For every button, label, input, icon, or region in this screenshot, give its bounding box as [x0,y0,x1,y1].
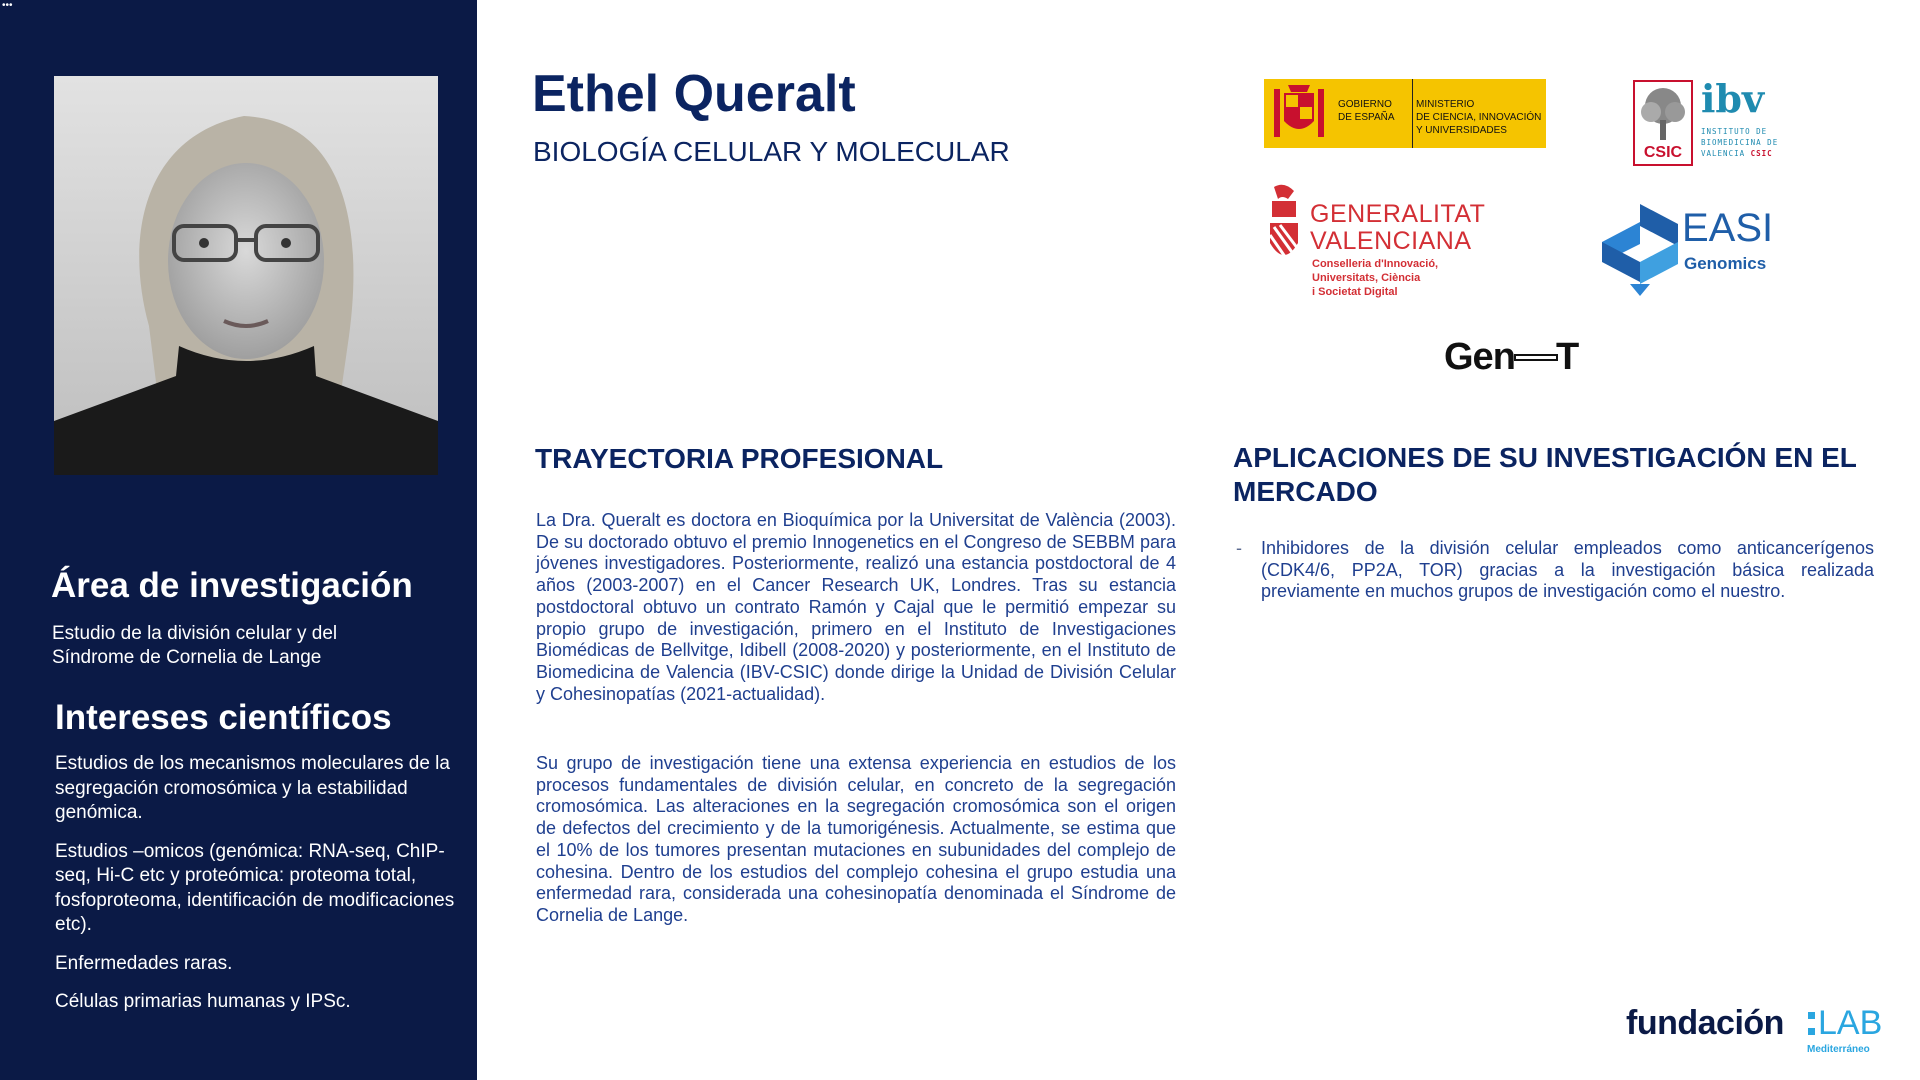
gobierno-ministerio-logo [1264,79,1546,148]
ibv-line: BIOMEDICINA DE [1701,138,1779,147]
research-area-title: Área de investigación [51,566,413,605]
mediterraneo-label: Mediterráneo [1807,1044,1870,1055]
lab-dot-icon [1808,1028,1815,1035]
gent-bar-icon [1514,354,1558,361]
interests-title: Intereses científicos [55,698,392,737]
interests-list [55,752,465,1029]
easi-genomics-logo [1600,202,1780,298]
career-paragraph: Su grupo de investigación tiene una extensa experiencia en estudios de los procesos fundamentales de división celular, en concreto de la segregación cromosómica. Las alteraciones en la segregación cromosómica son el origen de defectos del crecimiento y de la tumorigénesis. Actualmente, se estima que el 10% de los tumores presentan mutaciones en subunidades del complejo de cohesina. Dentro de los estudios del complejo cohesina el grupo estudia una enfermedad rara, considerada una cohesinopatía denominada el Síndrome de Cornelia de Lange. [536,753,1176,925]
profile-photo [54,76,438,475]
list-item: Células primarias humanas y IPSc. [55,991,351,1012]
easi-cube-icon [1600,202,1682,298]
csic-tree-icon [1633,80,1693,166]
easi-label: EASI [1682,206,1774,250]
sidebar [0,0,477,1080]
gobierno-line: DE ESPAÑA [1338,112,1395,123]
lab-label: LAB [1818,1004,1883,1042]
csic-ibv-logo [1633,76,1783,166]
corner-dots-icon: ••• [2,0,13,11]
ministerio-line: MINISTERIO [1416,99,1475,110]
lab-dot-icon [1808,1012,1815,1019]
research-area-text: Estudio de la división celular y del Síndrome de Cornelia de Lange [52,623,338,668]
applications-title: APLICACIONES DE SU INVESTIGACIÓN EN EL MERCADO [1233,442,1857,507]
gva-sub-line: i Societat Digital [1312,286,1398,298]
csic-label: CSIC [1643,144,1683,161]
gva-sub-line: Universitats, Ciència [1312,272,1421,284]
coat-of-arms-icon [1264,79,1334,148]
application-text: Inhibidores de la división celular empleados como anticancerígenos (CDK4/6, PP2A, TOR) gracias a la investigación básica realizada previamente en muchos grupos de investigación como el nuestro. [1261,538,1874,602]
ministerio-line: DE CIENCIA, INNOVACIÓN [1416,112,1542,123]
research-field: BIOLOGÍA CELULAR Y MOLECULAR [533,136,1010,167]
ibv-label: ibv [1701,76,1765,121]
list-item [1236,538,1874,603]
generalitat-valenciana-logo [1266,183,1486,303]
gva-sub-line: Conselleria d'Innovació, [1312,258,1439,270]
ibv-line: VALENCIA [1701,149,1746,158]
gva-line: VALENCIANA [1310,227,1472,255]
fundacion-label: fundación [1626,1004,1784,1042]
fundacion-lab-logo [1626,1004,1892,1060]
career-paragraph: La Dra. Queralt es doctora en Bioquímica por la Universitat de València (2003). De su doctorado obtuvo el premio Innogenetics en el Congreso de SEBBM para jóvenes investigadores. Posteriormente, realizó una estancia postdoctoral de 4 años (2003-2007) en el Cancer Research UK, Londres. Tras su estancia postdoctoral obtuvo un contrato Ramón y Cajal que le permitió empezar su propio grupo de investigación, primero en el Instituto de Investigaciones Biomédicas de Bellvitge, Idibell (2008-2020) y posteriormente, en el Instituto de Biomedicina de Valencia (IBV-CSIC) donde dirige la Unidad de División Celular y Cohesinopatías (2021-actualidad). [536,510,1176,704]
career-title: TRAYECTORIA PROFESIONAL [535,443,944,474]
list-item: Estudios –omicos (genómica: RNA-seq, ChIP-seq, Hi-C etc y proteómica: proteoma total, fosfoproteoma, identificación de modificaciones etc). [55,840,455,935]
gva-emblem-icon [1266,183,1302,271]
portrait-image [54,76,438,475]
genomics-label: Genomics [1684,254,1767,273]
ministerio-line: Y UNIVERSIDADES [1416,125,1507,136]
gent-logo [1444,336,1594,380]
applications-list [1236,538,1874,603]
gva-line: GENERALITAT [1310,200,1486,228]
dash-bullet-icon: - [1236,538,1242,558]
gent-right-label: T [1556,336,1580,378]
person-name: Ethel Queralt [532,65,856,123]
logo-divider [1412,79,1413,148]
ibv-csic-label: CSIC [1750,149,1773,158]
gobierno-line: GOBIERNO [1338,99,1392,110]
list-item: Enfermedades raras. [55,952,233,974]
list-item: Estudios de los mecanismos moleculares de la segregación cromosómica y la estabilidad genómica. [55,753,450,823]
gent-left-label: Gen [1444,336,1515,378]
ibv-line: INSTITUTO DE [1701,127,1768,136]
